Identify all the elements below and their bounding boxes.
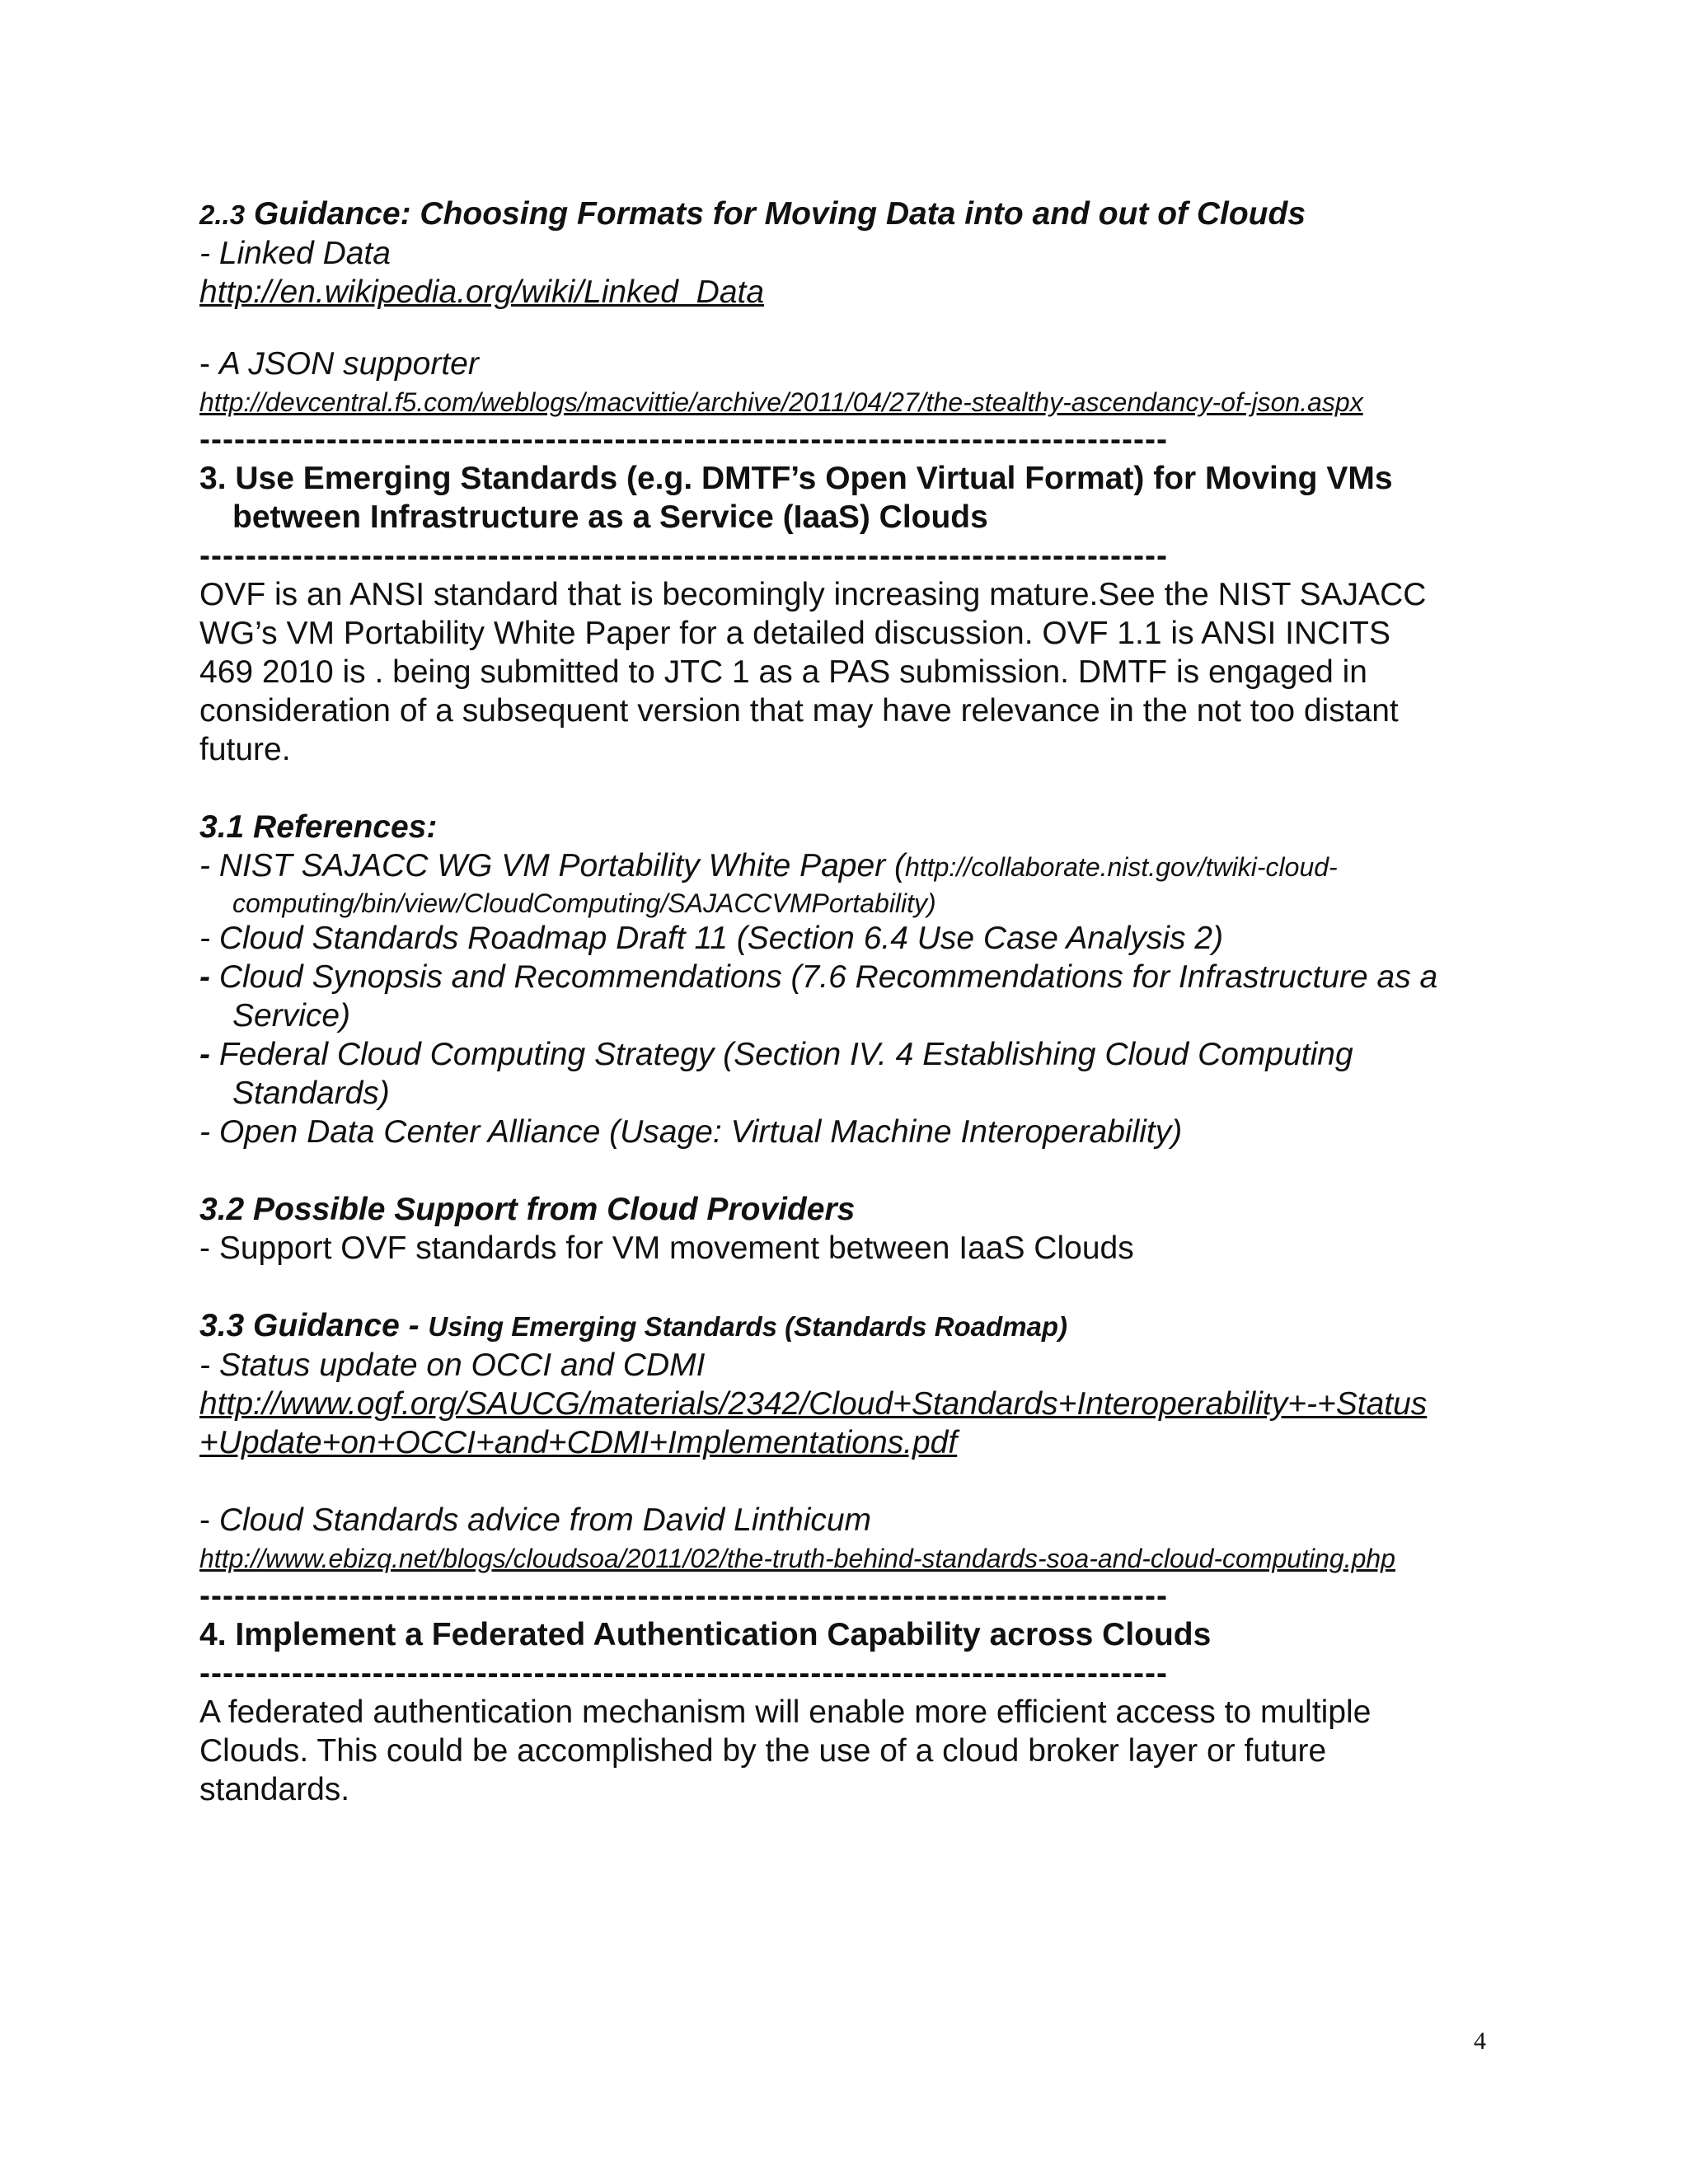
list-item: - Support OVF standards for VM movement between IaaS Clouds	[199, 1230, 1134, 1266]
reference-url: computing/bin/view/CloudComputing/SAJACCVMPortability)	[232, 888, 936, 918]
section-3-heading-line2: between Infrastructure as a Service (IaaS) Clouds	[232, 499, 988, 535]
section-2-3-heading	[199, 194, 1518, 234]
page-number: 4	[1474, 2027, 1486, 2055]
section-3-3-heading	[199, 1306, 1518, 1346]
section-title: Guidance: Choosing Formats for Moving Data into and out of Clouds	[245, 196, 1306, 232]
list-dash: -	[199, 1037, 210, 1072]
section-title: 3.3 Guidance -	[199, 1308, 429, 1343]
paragraph-line: consideration of a subsequent version that may have relevance in the not too distant	[199, 693, 1399, 729]
paragraph-line: WG’s VM Portability White Paper for a detailed discussion. OVF 1.1 is ANSI INCITS	[199, 616, 1390, 651]
section-3-1-heading: 3.1 References:	[199, 809, 438, 845]
section-number: 2..3	[199, 199, 246, 230]
section-4-paragraph	[199, 1693, 1518, 1809]
linked-data-label: - Linked Data	[199, 236, 391, 271]
list-dash: -	[199, 346, 219, 382]
occi-cdmi-link[interactable]: http://www.ogf.org/SAUCG/materials/2342/Cloud+Standards+Interoperability+-+Status	[199, 1386, 1428, 1422]
linked-data-link[interactable]: http://en.wikipedia.org/wiki/Linked_Data	[199, 274, 765, 310]
list-dash: -	[199, 959, 210, 995]
divider: ------------------------------------------------------------------------------------	[199, 1578, 1168, 1614]
list-item: - Status update on OCCI and CDMI	[199, 1347, 706, 1383]
section-subtitle: Using Emerging Standards (Standards Roadmap)	[428, 1311, 1068, 1342]
json-article-link[interactable]: http://devcentral.f5.com/weblogs/macvittie/archive/2011/04/27/the-stealthy-ascendancy-of-json.aspx	[199, 387, 1363, 417]
paragraph-line: OVF is an ANSI standard that is becomingly increasing mature.See the NIST SAJACC	[199, 577, 1427, 612]
divider: ------------------------------------------------------------------------------------	[199, 538, 1168, 574]
reference-item: - NIST SAJACC WG VM Portability White Paper (	[199, 848, 906, 883]
paragraph-line: Clouds. This could be accomplished by the use of a cloud broker layer or future	[199, 1733, 1327, 1769]
reference-item-cont: Standards)	[232, 1076, 390, 1111]
divider: ------------------------------------------------------------------------------------	[199, 422, 1168, 457]
section-3-heading-line1: 3. Use Emerging Standards (e.g. DMTF’s Open Virtual Format) for Moving VMs	[199, 461, 1393, 496]
json-supporter-label: A JSON supporter	[218, 346, 479, 382]
paragraph-line: future.	[199, 732, 291, 767]
occi-cdmi-link-cont[interactable]: +Update+on+OCCI+and+CDMI+Implementations.pdf	[199, 1425, 958, 1460]
list-item: Cloud Standards advice from David Linthicum	[218, 1502, 872, 1538]
reference-item: Federal Cloud Computing Strategy (Section IV. 4 Establishing Cloud Computing	[210, 1037, 1353, 1072]
list-dash: -	[199, 1502, 219, 1538]
linthicum-article-link[interactable]: http://www.ebizq.net/blogs/cloudsoa/2011/02/the-truth-behind-standards-soa-and-cloud-computing.php	[199, 1544, 1395, 1573]
paragraph-line: standards.	[199, 1772, 350, 1807]
section-4-heading: 4. Implement a Federated Authentication Capability across Clouds	[199, 1617, 1212, 1652]
reference-item: - Cloud Standards Roadmap Draft 11 (Section 6.4 Use Case Analysis 2)	[199, 921, 1224, 956]
section-3-paragraph	[199, 575, 1518, 769]
divider: ------------------------------------------------------------------------------------	[199, 1656, 1168, 1691]
section-3-2-heading: 3.2 Possible Support from Cloud Providers	[199, 1192, 856, 1227]
document-page	[199, 194, 1518, 1809]
paragraph-line: 469 2010 is . being submitted to JTC 1 as a PAS submission. DMTF is engaged in	[199, 654, 1367, 690]
reference-item-cont: Service)	[232, 998, 351, 1033]
reference-url: http://collaborate.nist.gov/twiki-cloud-	[905, 852, 1338, 882]
reference-item: - Open Data Center Alliance (Usage: Virtual Machine Interoperability)	[199, 1114, 1183, 1150]
reference-item: Cloud Synopsis and Recommendations (7.6 Recommendations for Infrastructure as a	[210, 959, 1438, 995]
paragraph-line: A federated authentication mechanism will enable more efficient access to multiple	[199, 1694, 1372, 1730]
